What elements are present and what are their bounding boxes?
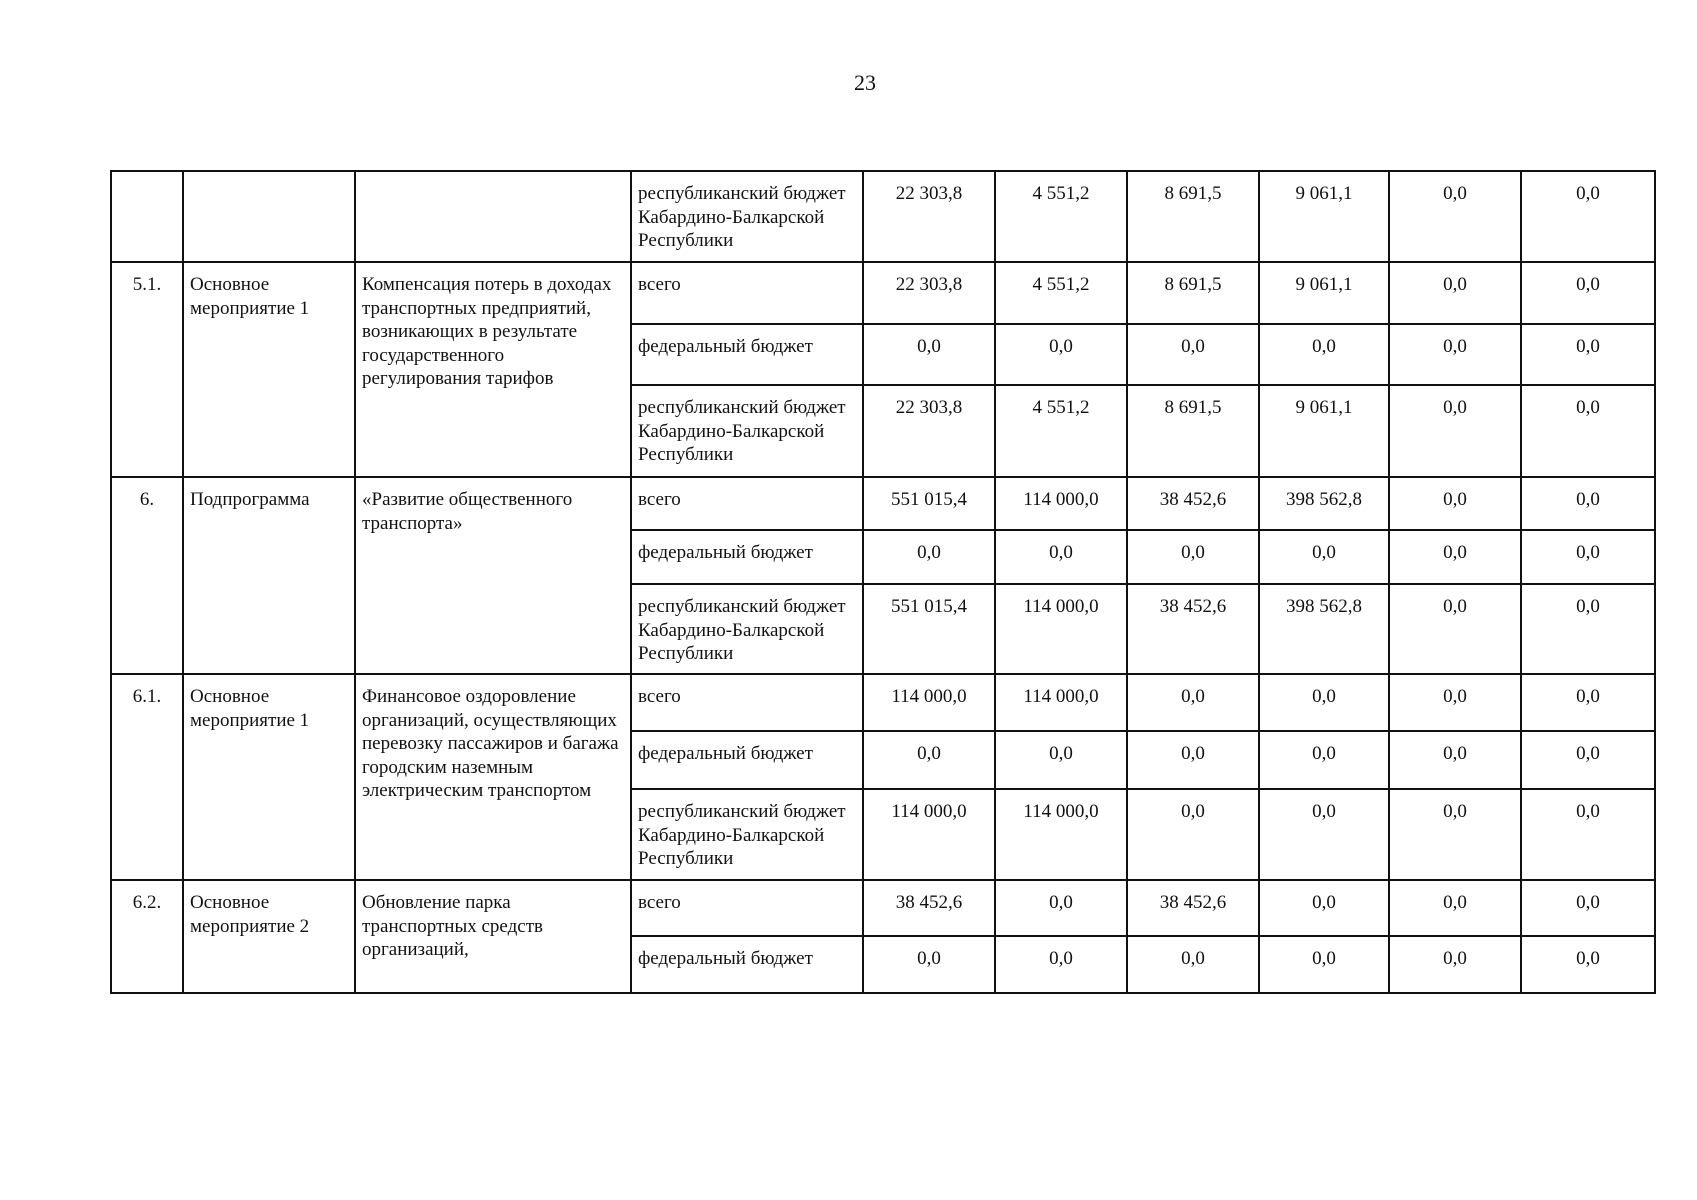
amount-cell: 0,0 — [1259, 530, 1389, 584]
amount-cell: 0,0 — [1389, 584, 1521, 674]
amount-cell: 0,0 — [995, 530, 1127, 584]
amount-cell: 0,0 — [1521, 324, 1655, 385]
item-title-cell: Финансовое оздоровление организаций, осуществляющих перевозку пассажиров и багажа городским наземным электрическим транспортом — [355, 674, 631, 880]
amount-cell: 0,0 — [1389, 789, 1521, 880]
table-row — [111, 880, 1655, 936]
amount-cell: 114 000,0 — [995, 584, 1127, 674]
amount-cell: 0,0 — [995, 936, 1127, 993]
amount-cell: 0,0 — [863, 731, 995, 789]
amount-cell: 22 303,8 — [863, 385, 995, 477]
amount-cell: 0,0 — [1521, 731, 1655, 789]
funding-source-cell: республиканский бюджет Кабардино-Балкарской Республики — [631, 385, 863, 477]
amount-cell: 0,0 — [863, 324, 995, 385]
amount-cell: 0,0 — [1127, 789, 1259, 880]
funding-source-cell: федеральный бюджет — [631, 936, 863, 993]
amount-cell: 9 061,1 — [1259, 171, 1389, 262]
funding-source-cell: всего — [631, 477, 863, 530]
amount-cell: 0,0 — [1259, 674, 1389, 731]
amount-cell: 8 691,5 — [1127, 262, 1259, 324]
amount-cell: 0,0 — [1521, 530, 1655, 584]
funding-source-cell: всего — [631, 262, 863, 324]
amount-cell: 114 000,0 — [995, 674, 1127, 731]
amount-cell: 0,0 — [863, 936, 995, 993]
amount-cell: 38 452,6 — [1127, 880, 1259, 936]
amount-cell: 398 562,8 — [1259, 584, 1389, 674]
amount-cell: 0,0 — [995, 880, 1127, 936]
amount-cell: 114 000,0 — [863, 789, 995, 880]
amount-cell: 0,0 — [1259, 789, 1389, 880]
amount-cell: 0,0 — [1127, 674, 1259, 731]
table-row — [111, 674, 1655, 731]
item-kind-cell: Основное мероприятие 1 — [183, 674, 355, 880]
item-kind-cell — [183, 171, 355, 262]
amount-cell: 8 691,5 — [1127, 385, 1259, 477]
amount-cell: 0,0 — [1521, 477, 1655, 530]
amount-cell: 0,0 — [1389, 324, 1521, 385]
amount-cell: 0,0 — [1389, 530, 1521, 584]
amount-cell: 9 061,1 — [1259, 385, 1389, 477]
item-number-cell — [111, 171, 183, 262]
item-kind-cell: Основное мероприятие 1 — [183, 262, 355, 477]
item-title-cell: «Развитие общественного транспорта» — [355, 477, 631, 674]
amount-cell: 114 000,0 — [995, 477, 1127, 530]
amount-cell: 0,0 — [1259, 324, 1389, 385]
amount-cell: 551 015,4 — [863, 584, 995, 674]
funding-source-cell: всего — [631, 880, 863, 936]
table-body — [111, 171, 1655, 993]
amount-cell: 398 562,8 — [1259, 477, 1389, 530]
amount-cell: 4 551,2 — [995, 262, 1127, 324]
item-number-cell: 5.1. — [111, 262, 183, 477]
page-number: 23 — [854, 70, 876, 95]
item-number-cell: 6.2. — [111, 880, 183, 993]
item-number-cell: 6. — [111, 477, 183, 674]
amount-cell: 0,0 — [1389, 731, 1521, 789]
funding-source-cell: федеральный бюджет — [631, 324, 863, 385]
amount-cell: 0,0 — [1521, 385, 1655, 477]
table-row — [111, 171, 1655, 262]
amount-cell: 38 452,6 — [863, 880, 995, 936]
amount-cell: 22 303,8 — [863, 262, 995, 324]
budget-table — [110, 170, 1656, 994]
table-row — [111, 477, 1655, 530]
amount-cell: 551 015,4 — [863, 477, 995, 530]
amount-cell: 0,0 — [1127, 936, 1259, 993]
amount-cell: 0,0 — [1259, 731, 1389, 789]
amount-cell: 0,0 — [1521, 171, 1655, 262]
amount-cell: 0,0 — [1521, 262, 1655, 324]
item-title-cell: Компенсация потерь в доходах транспортных предприятий, возникающих в результате государственного регулирования тарифов — [355, 262, 631, 477]
amount-cell: 0,0 — [1127, 530, 1259, 584]
amount-cell: 0,0 — [995, 731, 1127, 789]
amount-cell: 0,0 — [863, 530, 995, 584]
amount-cell: 114 000,0 — [995, 789, 1127, 880]
funding-source-cell: федеральный бюджет — [631, 731, 863, 789]
item-title-cell — [355, 171, 631, 262]
amount-cell: 9 061,1 — [1259, 262, 1389, 324]
item-kind-cell: Подпрограмма — [183, 477, 355, 674]
amount-cell: 0,0 — [1389, 385, 1521, 477]
amount-cell: 0,0 — [1259, 936, 1389, 993]
amount-cell: 0,0 — [1389, 477, 1521, 530]
amount-cell: 0,0 — [1521, 584, 1655, 674]
amount-cell: 0,0 — [1521, 880, 1655, 936]
amount-cell: 22 303,8 — [863, 171, 995, 262]
amount-cell: 0,0 — [1389, 674, 1521, 731]
amount-cell: 0,0 — [1127, 324, 1259, 385]
amount-cell: 0,0 — [1389, 262, 1521, 324]
amount-cell: 8 691,5 — [1127, 171, 1259, 262]
amount-cell: 0,0 — [1389, 936, 1521, 993]
amount-cell: 4 551,2 — [995, 171, 1127, 262]
amount-cell: 0,0 — [995, 324, 1127, 385]
funding-source-cell: республиканский бюджет Кабардино-Балкарской Республики — [631, 789, 863, 880]
amount-cell: 0,0 — [1259, 880, 1389, 936]
amount-cell: 114 000,0 — [863, 674, 995, 731]
item-kind-cell: Основное мероприятие 2 — [183, 880, 355, 993]
amount-cell: 0,0 — [1127, 731, 1259, 789]
amount-cell: 0,0 — [1389, 880, 1521, 936]
amount-cell: 0,0 — [1521, 789, 1655, 880]
table-row — [111, 262, 1655, 324]
item-number-cell: 6.1. — [111, 674, 183, 880]
amount-cell: 38 452,6 — [1127, 477, 1259, 530]
funding-source-cell: федеральный бюджет — [631, 530, 863, 584]
funding-source-cell: всего — [631, 674, 863, 731]
funding-source-cell: республиканский бюджет Кабардино-Балкарской Республики — [631, 171, 863, 262]
amount-cell: 38 452,6 — [1127, 584, 1259, 674]
funding-source-cell: республиканский бюджет Кабардино-Балкарской Республики — [631, 584, 863, 674]
amount-cell: 0,0 — [1521, 674, 1655, 731]
amount-cell: 0,0 — [1389, 171, 1521, 262]
amount-cell: 4 551,2 — [995, 385, 1127, 477]
item-title-cell: Обновление парка транспортных средств организаций, — [355, 880, 631, 993]
amount-cell: 0,0 — [1521, 936, 1655, 993]
